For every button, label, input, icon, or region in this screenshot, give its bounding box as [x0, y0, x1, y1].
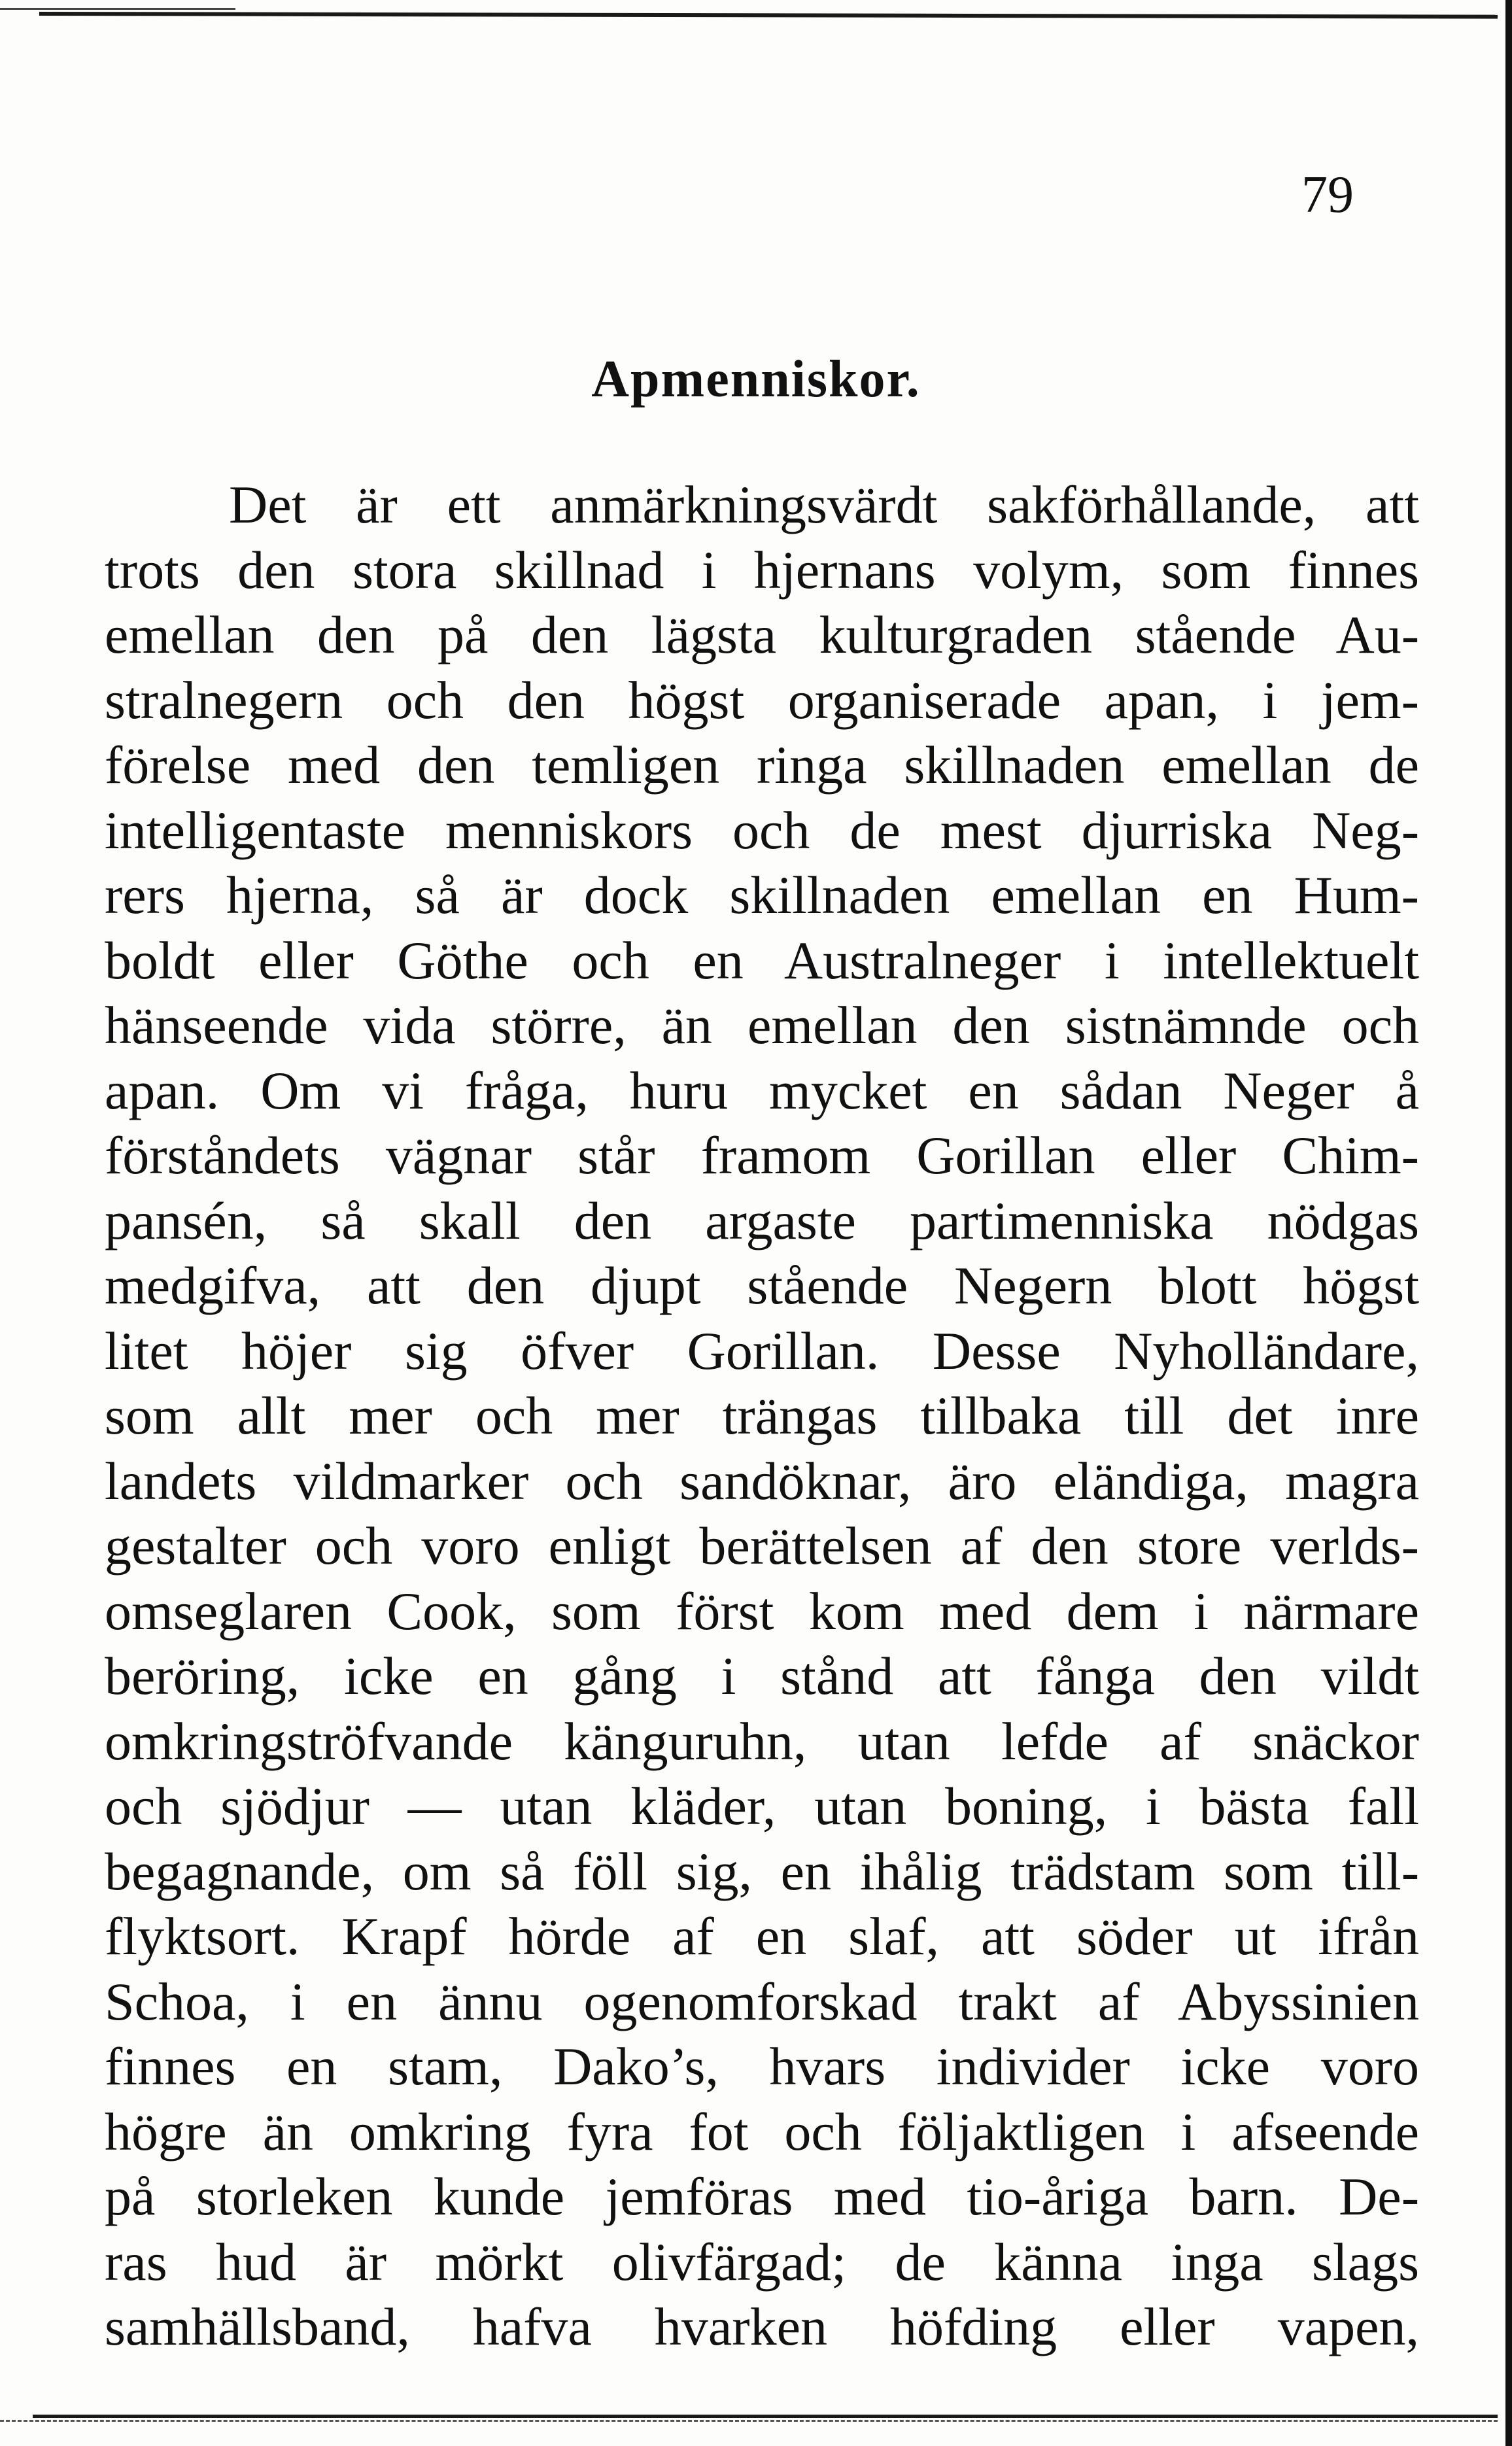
text-line: landets vildmarker och sandöknar, äro eländiga, magra: [105, 1451, 1419, 1511]
text-line: beröring, icke en gång i stånd att fånga den vildt: [105, 1646, 1419, 1706]
text-line: gestalter och voro enligt berättelsen af den store verlds-: [105, 1516, 1419, 1576]
text-line: flyktsort. Krapf hörde af en slaf, att söder ut ifrån: [105, 1906, 1419, 1966]
text-line: finnes en stam, Dako’s, hvars individer icke voro: [105, 2037, 1419, 2096]
text-line: medgifva, att den djupt stående Negern blott högst: [105, 1256, 1419, 1315]
chapter-heading: Apmenniskor.: [591, 351, 921, 408]
page-edge-top-faint: [0, 8, 235, 10]
text-line: ras hud är mörkt olivfärgad; de känna inga slags: [105, 2231, 1419, 2292]
text-line: begagnande, om så föll sig, en ihålig trädstam som till-: [105, 1841, 1419, 1901]
text-line: på storleken kunde jemföras med tio-åriga barn. De-: [105, 2167, 1419, 2226]
text-line: samhällsband, hafva hvarken höfding eller vapen,: [105, 2297, 1419, 2356]
text-line: omseglaren Cook, som först kom med dem i närmare: [105, 1581, 1419, 1641]
body-text: [105, 472, 1419, 2360]
text-line: och sjödjur — utan kläder, utan boning, i bästa fall: [105, 1776, 1419, 1836]
text-line: boldt eller Göthe och en Australneger i intellektuelt: [105, 930, 1419, 990]
text-line: förelse med den temligen ringa skillnaden emellan de: [105, 735, 1419, 795]
page-edge-top: [39, 12, 1498, 24]
text-line: högre än omkring fyra fot och följaktligen i afseende: [105, 2101, 1419, 2162]
text-line: pansén, så skall den argaste partimenniska nödgas: [105, 1190, 1419, 1250]
text-line: Det är ett anmärkningsvärdt sakförhållande, att: [229, 475, 1419, 534]
text-line: Schoa, i en ännu ogenomforskad trakt af Abyssinien: [105, 1971, 1419, 2031]
text-line: stralnegern och den högst organiserade apan, i jem-: [105, 670, 1419, 730]
text-line: litet höjer sig öfver Gorillan. Desse Nyholländare,: [105, 1320, 1419, 1381]
text-line: intelligentaste menniskors och de mest djurriska Neg-: [105, 800, 1419, 860]
text-line: rers hjerna, så är dock skillnaden emellan en Hum-: [105, 865, 1419, 925]
text-line: apan. Om vi fråga, huru mycket en sådan Neger å: [105, 1060, 1419, 1120]
page-edge-bottom: [33, 2415, 1498, 2418]
text-line: emellan den på den lägsta kulturgraden stående Au-: [105, 605, 1419, 664]
text-line: hänseende vida större, än emellan den sistnämnde och: [105, 995, 1419, 1055]
text-line: omkringströfvande känguruhn, utan lefde af snäckor: [105, 1711, 1419, 1771]
text-line: trots den stora skillnad i hjernans volym, som finnes: [105, 540, 1419, 600]
page-edge-bottom-dashed: [0, 2420, 1498, 2422]
page-number: 79: [1301, 166, 1354, 224]
text-line: förståndets vägnar står framom Gorillan eller Chim-: [105, 1126, 1419, 1185]
text-line: som allt mer och mer trängas tillbaka till det inre: [105, 1386, 1419, 1445]
